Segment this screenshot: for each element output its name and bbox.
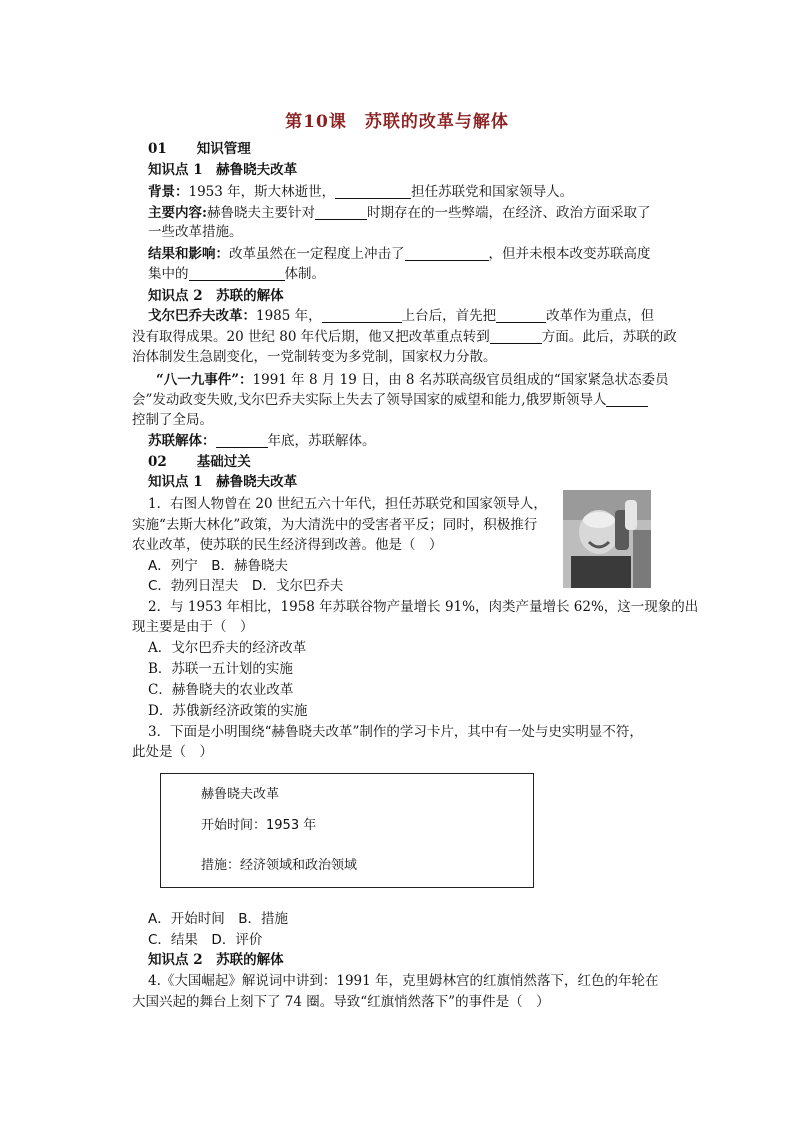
section-heading-basics xyxy=(148,452,251,472)
august-coup-cont xyxy=(132,390,648,410)
background-text: 1953 年，斯大林逝世， xyxy=(188,184,336,200)
study-card-title: 赫鲁晓夫改革 xyxy=(201,787,280,802)
section-name: 知识管理 xyxy=(196,141,251,157)
gorbachev-text-4: 没有取得成果。20 世纪 80 年代后期，他又把改革重点转到 xyxy=(132,329,490,345)
question-4-line-2: 大国兴起的舞台上刻下了 74 圈。导致“红旗悄然落下”的事件是（ ） xyxy=(132,994,550,1010)
fill-blank xyxy=(335,184,411,199)
question-2-option-a: A．戈尔巴乔夫的经济改革 xyxy=(148,640,307,656)
fill-blank xyxy=(315,205,367,220)
main-content-paragraph xyxy=(148,203,650,223)
khrushchev-photo xyxy=(563,490,651,588)
result-paragraph xyxy=(148,244,651,264)
study-card-start-time: 开始时间：1953 年 xyxy=(201,818,317,833)
question-3-options-cd: C．结果 D．评价 xyxy=(148,932,263,948)
main-content-text-2: 时期存在的一些弊端，在经济、政治方面采取了 xyxy=(366,205,651,221)
august-coup-paragraph xyxy=(156,370,669,390)
question-1-line-1: 1．右图人物曾在 20 世纪五六十年代，担任苏联党和国家领导人， xyxy=(148,496,547,512)
background-text-2: 担任苏联党和国家领导人。 xyxy=(411,184,574,200)
main-content-cont: 一些改革措施。 xyxy=(148,224,243,240)
gorbachev-text-2: 上台后，首先把 xyxy=(401,308,497,324)
knowledge-point-2: 知识点 2 苏联的解体 xyxy=(148,288,284,304)
question-4-line-1: 4.《大国崛起》解说词中讲到：1991 年，克里姆林宫的红旗悄然落下，红色的年轮在 xyxy=(148,973,659,989)
section-number: 02 xyxy=(148,454,167,470)
gorbachev-cont-2: 治体制发生急剧变化，一党制转变为多党制，国家权力分散。 xyxy=(132,349,497,365)
section-heading-knowledge xyxy=(148,139,251,159)
result-text-3: 集中的 xyxy=(148,266,189,282)
question-1-line-2: 实施“去斯大林化”政策，为大清洗中的受害者平反；同时，积极推行 xyxy=(132,517,538,533)
fill-blank xyxy=(606,392,648,407)
fill-blank xyxy=(405,246,489,261)
result-text: 改革虽然在一定程度上冲击了 xyxy=(229,246,405,262)
gorbachev-text-3: 改革作为重点，但 xyxy=(546,308,655,324)
gorbachev-label: 戈尔巴乔夫改革： xyxy=(148,308,256,324)
basics-knowledge-point-1: 知识点 1 赫鲁晓夫改革 xyxy=(148,474,298,490)
august-coup-text: 1991 年 8 月 19 日，由 8 名苏联高级官员组成的“国家紧急状态委员 xyxy=(252,372,669,388)
gorbachev-cont xyxy=(132,327,677,347)
study-card xyxy=(160,773,534,888)
dissolution-text: 年底，苏联解体。 xyxy=(267,433,376,449)
main-content-text: 赫鲁晓夫主要针对 xyxy=(206,205,315,221)
august-coup-text-2: 会”发动政变失败,戈尔巴乔夫实际上失去了领导国家的威望和能力,俄罗斯领导人 xyxy=(132,392,607,408)
fill-blank xyxy=(189,266,285,281)
fill-blank xyxy=(216,433,268,448)
august-coup-cont-2: 控制了全局。 xyxy=(132,412,213,428)
question-1-options-ab: A．列宁 B．赫鲁晓夫 xyxy=(148,558,288,574)
question-1-line-3: 农业改革，使苏联的民生经济得到改善。他是（ ） xyxy=(132,537,443,553)
question-1-options-cd: C．勃列日涅夫 D．戈尔巴乔夫 xyxy=(148,578,344,594)
result-text-2: ，但并未根本改变苏联高度 xyxy=(488,246,651,262)
dissolution-paragraph xyxy=(148,431,376,451)
question-3-line-1: 3．下面是小明围绕“赫鲁晓夫改革”制作的学习卡片，其中有一处与史实明显不符， xyxy=(148,724,643,740)
result-text-4: 体制。 xyxy=(284,266,325,282)
result-label: 结果和影响： xyxy=(148,246,229,262)
question-2-option-c: C．赫鲁晓夫的农业改革 xyxy=(148,682,294,698)
fill-blank xyxy=(322,308,402,323)
dissolution-label: 苏联解体： xyxy=(148,433,216,449)
gorbachev-paragraph xyxy=(148,306,654,326)
background-paragraph xyxy=(148,182,573,202)
gorbachev-text-5: 方面。此后，苏联的政 xyxy=(541,329,677,345)
result-cont xyxy=(148,264,325,284)
gorbachev-text: 1985 年， xyxy=(256,308,322,324)
question-3-options-ab: A．开始时间 B．措施 xyxy=(148,911,288,927)
section-name: 基础过关 xyxy=(196,454,251,470)
question-2-option-b: B．苏联一五计划的实施 xyxy=(148,661,293,677)
portrait-image xyxy=(563,490,651,588)
main-content-label: 主要内容: xyxy=(148,205,207,221)
basics-knowledge-point-2: 知识点 2 苏联的解体 xyxy=(148,952,284,968)
question-2-line-2: 现主要是由于（ ） xyxy=(132,619,254,635)
knowledge-point-1: 知识点 1 赫鲁晓夫改革 xyxy=(148,162,298,178)
fill-blank xyxy=(490,329,542,344)
lesson-title: 第10课 苏联的改革与解体 xyxy=(285,112,509,132)
fill-blank xyxy=(496,308,546,323)
question-3-line-2: 此处是（ ） xyxy=(132,744,213,760)
background-label: 背景： xyxy=(148,184,189,200)
section-number: 01 xyxy=(148,141,167,157)
study-card-measures: 措施：经济领域和政治领域 xyxy=(201,858,358,873)
question-2-line-1: 2．与 1953 年相比，1958 年苏联谷物产量增长 91%，肉类产量增长 62%，这一现象的出 xyxy=(148,599,699,615)
august-coup-label: “八一九事件”： xyxy=(156,372,253,388)
question-2-option-d: D．苏俄新经济政策的实施 xyxy=(148,703,308,719)
